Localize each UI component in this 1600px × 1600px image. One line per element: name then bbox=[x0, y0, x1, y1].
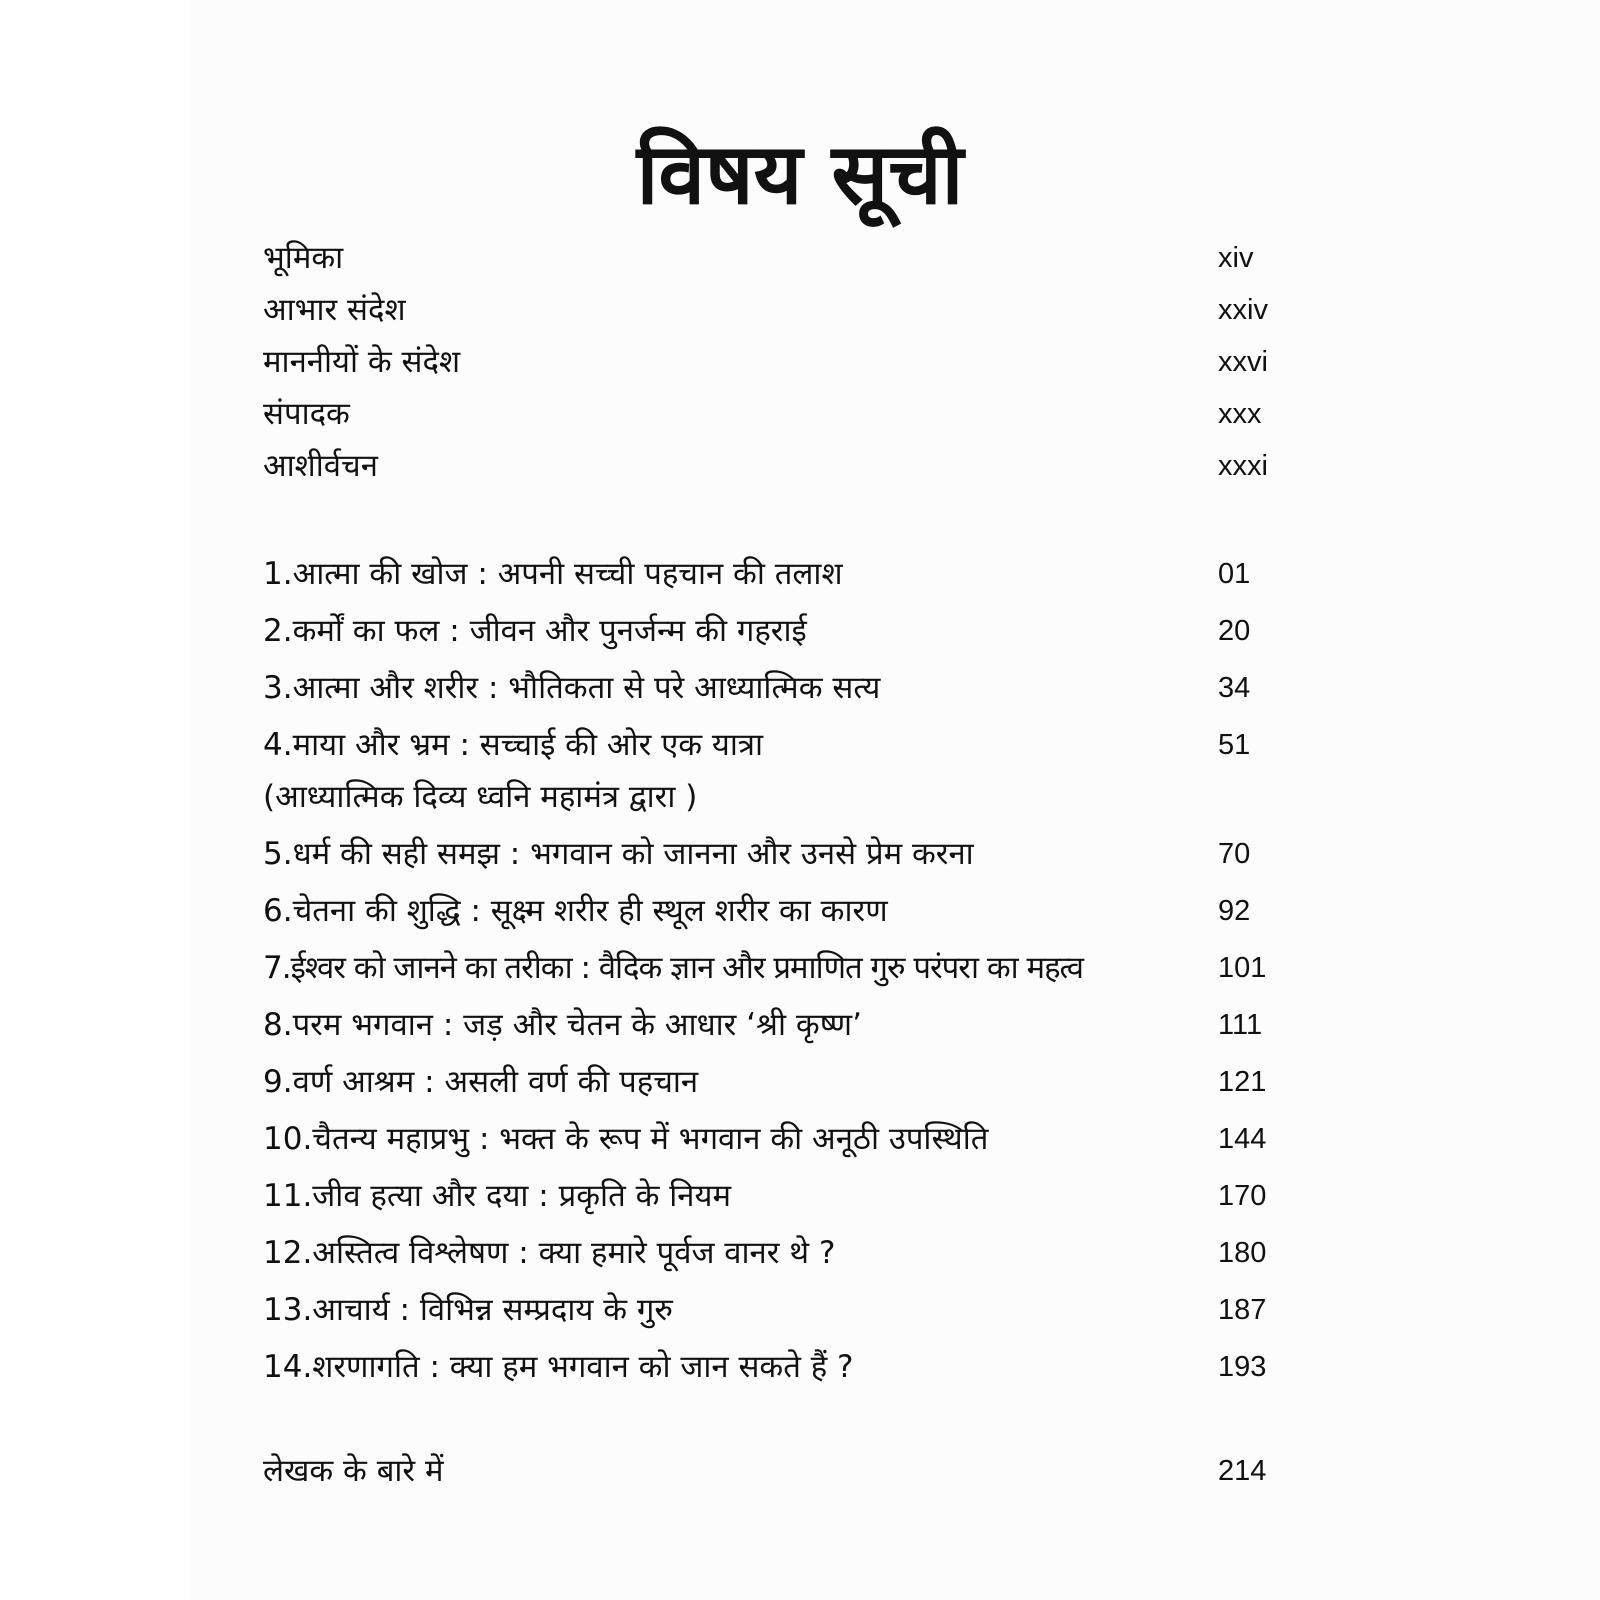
chapter-subtitle bbox=[263, 771, 1273, 823]
chapter-entry bbox=[263, 942, 1273, 994]
chapter-entry bbox=[263, 1227, 1273, 1279]
chapter-page: 170 bbox=[1218, 1180, 1267, 1212]
toc-entry-page: xiv bbox=[1218, 242, 1254, 274]
chapter-page: 180 bbox=[1218, 1237, 1267, 1269]
chapter-entry bbox=[263, 828, 1273, 880]
toc-entry bbox=[263, 336, 1273, 388]
toc-entry bbox=[263, 232, 1273, 284]
chapter-label: 3.आत्मा और शरीर : भौतिकता से परे आध्यात्मिक सत्य bbox=[263, 670, 881, 706]
chapter-label: 4.माया और भ्रम : सच्चाई की ओर एक यात्रा bbox=[263, 727, 764, 763]
chapter-label: 5.धर्म की सही समझ : भगवान को जानना और उनसे प्रेम करना bbox=[263, 836, 974, 872]
chapter-label: 2.कर्मों का फल : जीवन और पुनर्जन्म की गहराई bbox=[263, 613, 807, 649]
toc-entry-label: भूमिका bbox=[263, 240, 344, 276]
chapter-entry bbox=[263, 548, 1273, 600]
toc-entry bbox=[263, 284, 1273, 336]
chapter-entry bbox=[263, 1341, 1273, 1393]
chapter-page: 121 bbox=[1218, 1066, 1267, 1098]
chapter-label: 12.अस्तित्व विश्लेषण : क्या हमारे पूर्वज वानर थे ? bbox=[263, 1235, 836, 1271]
chapter-page: 111 bbox=[1218, 1009, 1263, 1041]
chapter-label: 1.आत्मा की खोज : अपनी सच्ची पहचान की तलाश bbox=[263, 556, 843, 592]
chapter-entry bbox=[263, 885, 1273, 937]
chapter-entry bbox=[263, 605, 1273, 657]
chapter-label: 10.चैतन्य महाप्रभु : भक्त के रूप में भगवान की अनूठी उपस्थिति bbox=[263, 1121, 989, 1157]
chapter-page: 20 bbox=[1218, 615, 1251, 647]
chapter-entry bbox=[263, 662, 1273, 714]
chapter-entry bbox=[263, 1056, 1273, 1108]
toc-entry-page: 214 bbox=[1218, 1455, 1267, 1487]
chapter-page: 01 bbox=[1218, 558, 1251, 590]
toc-entry-label: माननीयों के संदेश bbox=[263, 344, 461, 380]
toc-entry-page: xxvi bbox=[1218, 346, 1268, 378]
chapter-page: 193 bbox=[1218, 1351, 1267, 1383]
chapter-label: 11.जीव हत्या और दया : प्रकृति के नियम bbox=[263, 1178, 732, 1214]
toc-entry-label: आभार संदेश bbox=[263, 292, 406, 328]
chapter-entry bbox=[263, 1113, 1273, 1165]
toc-entry-label: आशीर्वचन bbox=[263, 448, 378, 484]
toc-entry-page: xxx bbox=[1218, 398, 1262, 430]
toc-entry bbox=[263, 1445, 1273, 1497]
chapter-label: 8.परम भगवान : जड़ और चेतन के आधार ‘श्री कृष्ण’ bbox=[263, 1007, 862, 1043]
chapter-subtitle-label: (आध्यात्मिक दिव्य ध्वनि महामंत्र द्वारा ) bbox=[263, 779, 698, 815]
page-title: विषय सूची bbox=[636, 125, 964, 224]
chapter-page: 34 bbox=[1218, 672, 1251, 704]
chapter-page: 101 bbox=[1218, 952, 1267, 984]
chapter-entry bbox=[263, 999, 1273, 1051]
toc-entry-label: संपादक bbox=[263, 396, 350, 432]
chapter-label: 9.वर्ण आश्रम : असली वर्ण की पहचान bbox=[263, 1064, 699, 1100]
chapter-label: 13.आचार्य : विभिन्न सम्प्रदाय के गुरु bbox=[263, 1292, 673, 1328]
toc-entry bbox=[263, 388, 1273, 440]
chapter-page: 187 bbox=[1218, 1294, 1267, 1326]
chapter-label: 7.ईश्वर को जानने का तरीका : वैदिक ज्ञान और प्रमाणित गुरु परंपरा का महत्व bbox=[263, 950, 1083, 986]
chapter-entry bbox=[263, 1170, 1273, 1222]
chapter-page: 92 bbox=[1218, 895, 1251, 927]
toc-entry-page: xxiv bbox=[1218, 294, 1268, 326]
chapter-label: 6.चेतना की शुद्धि : सूक्ष्म शरीर ही स्थूल शरीर का कारण bbox=[263, 893, 888, 929]
chapter-page: 144 bbox=[1218, 1123, 1267, 1155]
toc-entry bbox=[263, 440, 1273, 492]
chapter-page: 51 bbox=[1218, 729, 1251, 761]
chapter-label: 14.शरणागति : क्या हम भगवान को जान सकते हैं ? bbox=[263, 1349, 854, 1385]
toc-entry-label: लेखक के बारे में bbox=[263, 1453, 444, 1489]
chapter-entry bbox=[263, 1284, 1273, 1336]
toc-entry-page: xxxi bbox=[1218, 450, 1268, 482]
chapter-page: 70 bbox=[1218, 838, 1251, 870]
chapter-entry bbox=[263, 719, 1273, 771]
